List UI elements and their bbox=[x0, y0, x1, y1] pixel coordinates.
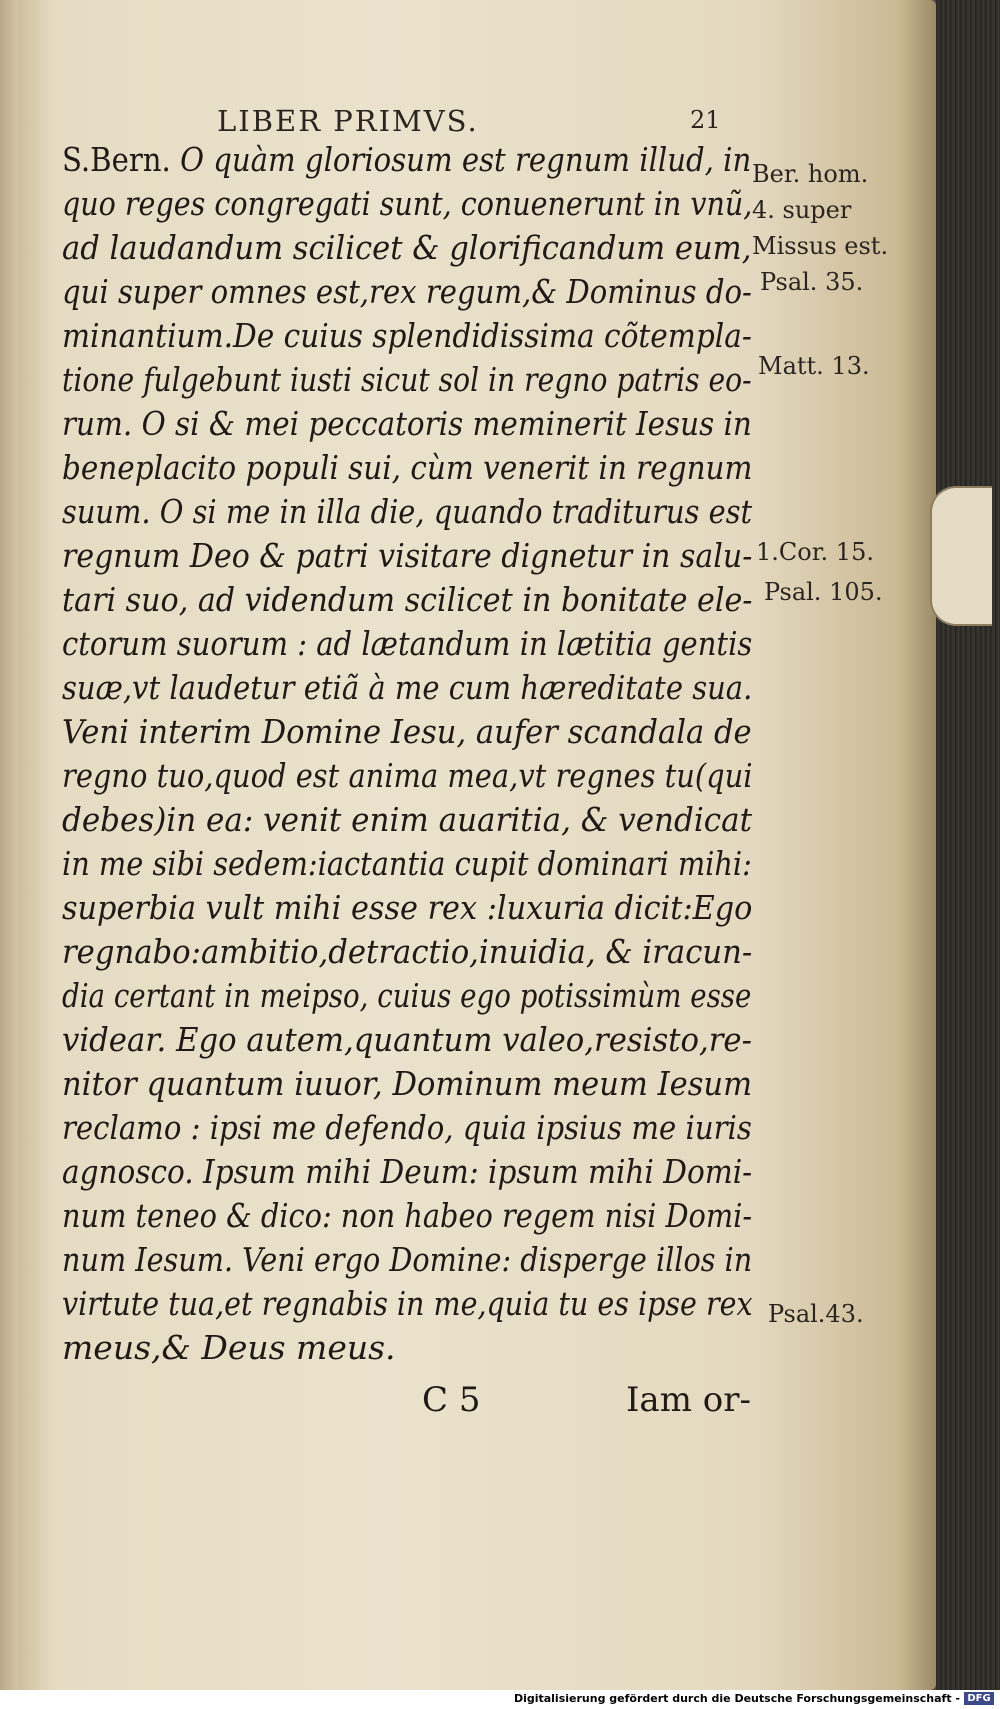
text-line: suæ,vt laudetur etiã à me cum hæreditate sua. bbox=[62, 668, 753, 707]
line-text: O quàm gloriosum est regnum illud, in bbox=[180, 140, 752, 179]
text-line: num teneo & dico: non habeo regem nisi Domi- bbox=[62, 1196, 753, 1235]
margin-note: Psal. 35. bbox=[760, 268, 864, 296]
text-line: in me sibi sedem:iactantia cupit dominari mihi: bbox=[62, 844, 752, 883]
page-tab-marker bbox=[930, 486, 992, 626]
text-line: agnosco. Ipsum mihi Deum: ipsum mihi Domi- bbox=[62, 1152, 753, 1191]
text-line: regnum Deo & patri visitare dignetur in salu- bbox=[62, 536, 753, 575]
text-line: qui super omnes est,rex regum,& Dominus do- bbox=[62, 272, 752, 311]
text-line: Veni interim Domine Iesu, aufer scandala de bbox=[62, 712, 752, 751]
text-line bbox=[62, 140, 751, 179]
text-line: tione fulgebunt iusti sicut sol in regno patris eo- bbox=[62, 360, 752, 399]
dfg-logo: DFG bbox=[964, 1692, 994, 1705]
margin-note: Ber. hom. bbox=[752, 160, 869, 188]
margin-note: 1.Cor. 15. bbox=[756, 538, 874, 566]
signature-mark: C 5 bbox=[422, 1380, 481, 1420]
text-line: minantium.De cuius splendidissima cõtempla- bbox=[62, 316, 752, 355]
text-line: virtute tua,et regnabis in me,quia tu es ipse rex bbox=[62, 1284, 753, 1323]
text-line: num Iesum. Veni ergo Domine: disperge illos in bbox=[62, 1240, 753, 1279]
text-line: debes)in ea: venit enim auaritia, & vendicat bbox=[62, 800, 753, 839]
catchword: Iam or- bbox=[626, 1380, 751, 1420]
text-line: meus,& Deus meus. bbox=[62, 1328, 396, 1367]
page-fore-edge bbox=[936, 0, 1000, 1690]
text-line: reclamo : ipsi me defendo, quia ipsius me iuris bbox=[62, 1108, 752, 1147]
text-line: regnabo:ambitio,detractio,inuidia, & iracun- bbox=[62, 932, 753, 971]
text-line: videar. Ego autem,quantum valeo,resisto,re- bbox=[62, 1020, 752, 1059]
text-line: regno tuo,quod est anima mea,vt regnes tu(qui bbox=[62, 756, 753, 795]
margin-note: Matt. 13. bbox=[758, 352, 870, 380]
margin-note: 4. super bbox=[752, 196, 852, 224]
text-line: beneplacito populi sui, cùm venerit in regnum bbox=[62, 448, 753, 487]
text-line: tari suo, ad videndum scilicet in bonitate ele- bbox=[62, 580, 753, 619]
digitization-footer bbox=[0, 1690, 1000, 1709]
text-line: superbia vult mihi esse rex :luxuria dicit:Ego bbox=[62, 888, 753, 927]
running-title: LIBER PRIMVS. bbox=[217, 104, 479, 138]
margin-note: Missus est. bbox=[752, 232, 889, 260]
source-prefix: S.Bern. bbox=[62, 140, 171, 179]
margin-note: Psal.43. bbox=[768, 1300, 864, 1328]
text-line: rum. O si & mei peccatoris meminerit Iesus in bbox=[62, 404, 752, 443]
margin-note: Psal. 105. bbox=[764, 578, 883, 606]
digitization-notice: Digitalisierung gefördert durch die Deutsche Forschungsgemeinschaft - bbox=[513, 1692, 960, 1705]
text-line: ad laudandum scilicet & glorificandum eum, bbox=[62, 228, 752, 267]
page-number: 21 bbox=[690, 106, 721, 134]
text-line: dia certant in meipso, cuius ego potissimùm esse bbox=[62, 976, 752, 1015]
text-line: nitor quantum iuuor, Dominum meum Iesum bbox=[62, 1064, 753, 1103]
text-line: ctorum suorum : ad lætandum in lætitia gentis bbox=[62, 624, 753, 663]
text-line: quo reges congregati sunt, conuenerunt in vnũ, bbox=[62, 184, 753, 223]
text-line: suum. O si me in illa die, quando traditurus est bbox=[62, 492, 753, 531]
